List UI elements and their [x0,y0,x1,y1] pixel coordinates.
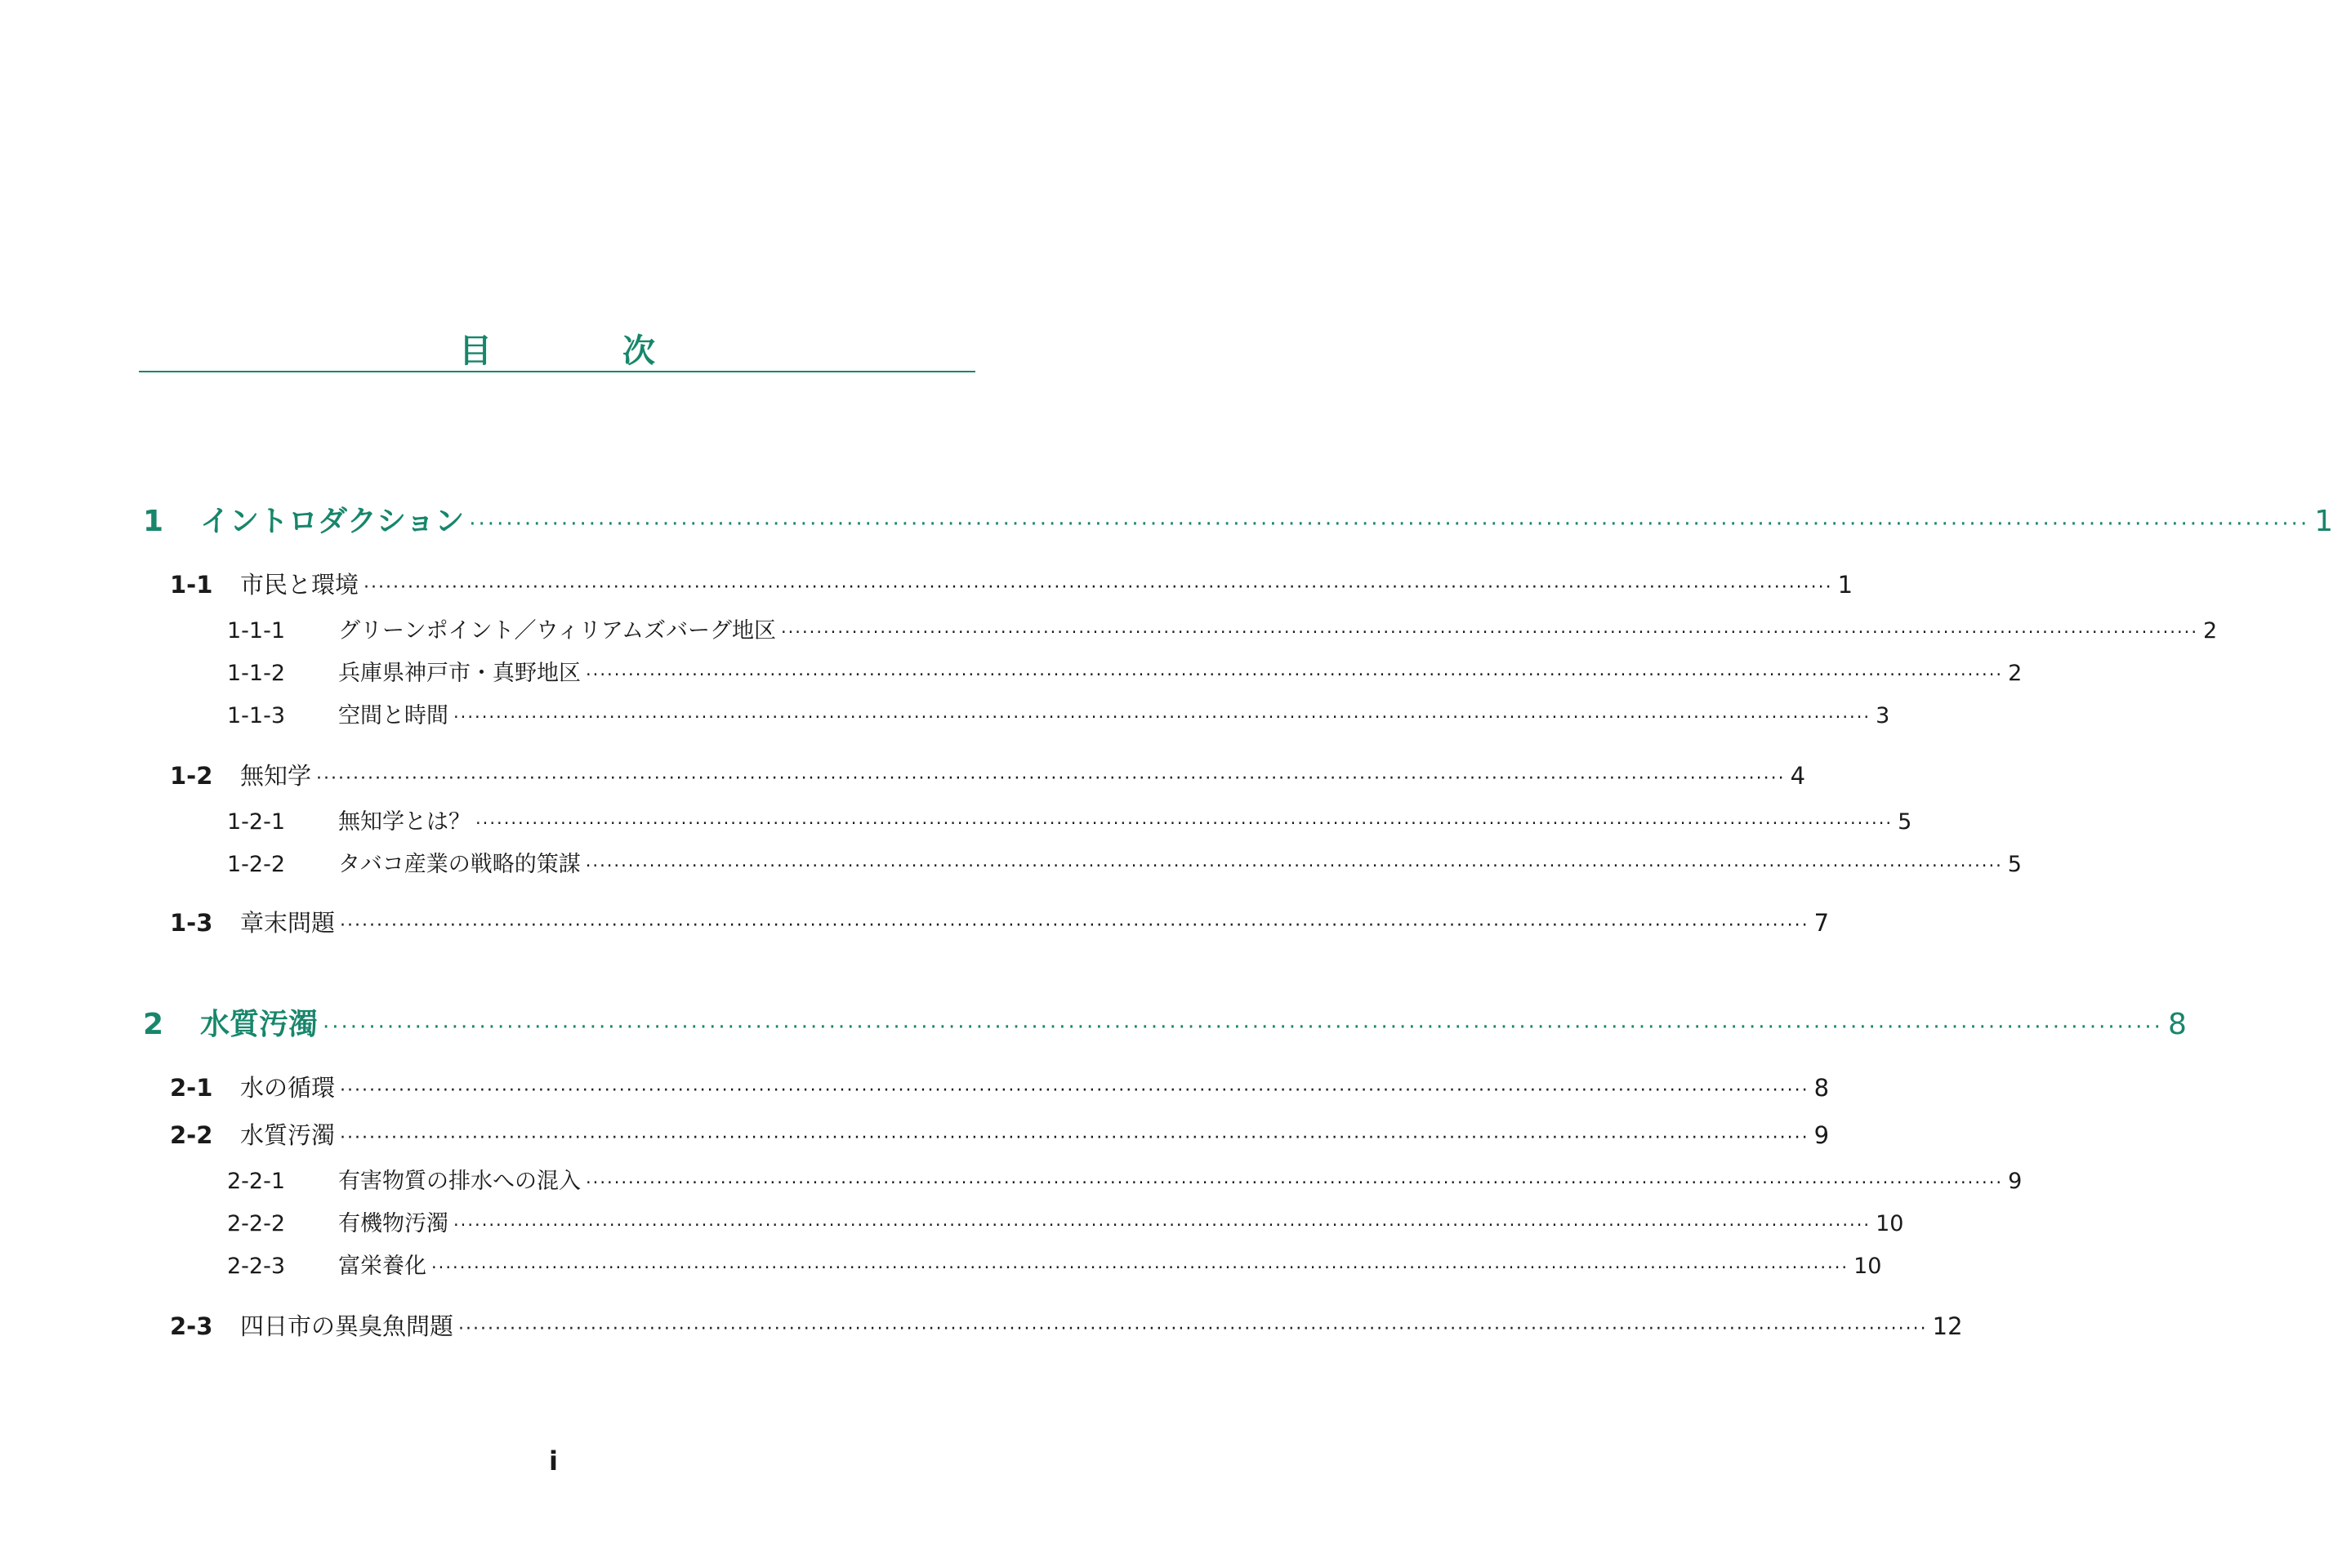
subsection-title: 無知学とは？ [338,809,471,835]
subsection-page: 10 [1853,1254,1882,1279]
subsection-title: 有機物汚濁 [338,1211,448,1236]
toc-chapter-1[interactable] [143,498,2333,540]
section-title: 市民と環境 [240,571,359,599]
dot-leader: ········································································································································································································ [585,856,2003,875]
toc-subsection-2-2-2[interactable] [227,1205,1904,1237]
toc-section-1-3[interactable] [170,905,1830,938]
subsection-title: 有害物質の排水への混入 [338,1169,581,1194]
subsection-number: 1-2-1 [227,809,286,835]
subsection-title: 空間と時間 [338,703,448,728]
toc-subsection-1-1-2[interactable] [227,655,2023,687]
toc-section-2-3[interactable] [170,1308,1963,1342]
chapter-page: 1 [2314,505,2333,538]
chapter-title: イントロダクション [200,505,465,538]
toc-subsection-1-2-2[interactable] [227,846,2022,878]
subsection-page: 5 [2007,852,2022,877]
section-number: 2-2 [170,1121,213,1149]
section-title: 四日市の異臭魚問題 [240,1312,454,1340]
subsection-title: タバコ産業の戦略的策謀 [338,852,581,877]
dot-leader: ········································································································································································································ [431,1258,1849,1277]
section-number: 1-3 [170,909,213,937]
section-page: 4 [1790,762,1806,790]
toc-section-2-1[interactable] [170,1070,1830,1103]
subsection-page: 3 [1876,703,1890,728]
section-number: 2-3 [170,1312,213,1340]
section-number: 1-2 [170,762,213,790]
subsection-number: 2-2-3 [227,1254,286,1279]
dot-leader: ········································································································································································································ [475,813,1894,833]
toc-subsection-2-2-1[interactable] [227,1163,2023,1195]
toc-section-2-2[interactable] [170,1117,1830,1151]
dot-leader: ········································································································································································································ [364,577,1833,598]
subsection-page: 9 [2008,1169,2023,1194]
section-number: 2-1 [170,1074,213,1102]
dot-leader: ········································································································································································································ [340,1080,1809,1101]
section-title: 章末問題 [240,909,336,937]
dot-leader: ········································································································································································································ [586,1173,2004,1192]
subsection-number: 1-1-3 [227,703,286,728]
section-page: 9 [1813,1121,1830,1149]
chapter-number: 1 [143,505,164,538]
subsection-page: 10 [1876,1211,1904,1236]
chapter-page: 8 [2167,1008,2187,1041]
page-number: i [549,1446,558,1477]
section-page: 1 [1837,571,1853,599]
toc-subsection-1-1-1[interactable] [227,612,2218,644]
dot-leader: ········································································································································································································ [469,512,2310,537]
toc-subsection-1-1-3[interactable] [227,697,1890,729]
dot-leader: ········································································································································································································ [316,768,1786,789]
dot-leader: ········································································································································································································ [340,915,1809,936]
subsection-title: 兵庫県神戸市・真野地区 [338,661,581,686]
section-page: 12 [1932,1312,1963,1340]
title-rule [139,371,975,372]
toc-title: 目 次 [459,332,704,370]
toc-subsection-2-2-3[interactable] [227,1248,1882,1280]
chapter-title: 水質汚濁 [200,1008,319,1041]
dot-leader: ········································································································································································································ [586,665,2004,684]
section-title: 無知学 [240,762,312,790]
toc-section-1-1[interactable] [170,567,1853,600]
toc-section-1-2[interactable] [170,758,1806,791]
subsection-title: 富栄養化 [338,1254,426,1279]
section-number: 1-1 [170,571,213,599]
dot-leader: ········································································································································································································ [323,1015,2163,1040]
section-title: 水の循環 [240,1074,336,1102]
section-page: 8 [1813,1074,1830,1102]
subsection-number: 1-1-1 [227,618,286,644]
subsection-title: グリーンポイント／ウィリアムズバーグ地区 [338,618,776,644]
dot-leader: ········································································································································································································ [780,622,2199,642]
subsection-page: 2 [2203,618,2218,644]
section-page: 7 [1813,909,1830,937]
subsection-number: 2-2-2 [227,1211,286,1236]
subsection-number: 1-2-2 [227,852,286,877]
toc-chapter-2[interactable] [143,1001,2187,1043]
subsection-number: 2-2-1 [227,1169,286,1194]
chapter-number: 2 [143,1008,164,1041]
dot-leader: ········································································································································································································ [453,1215,1871,1235]
subsection-number: 1-1-2 [227,661,286,686]
section-title: 水質汚濁 [240,1121,336,1149]
dot-leader: ········································································································································································································ [453,707,1871,727]
dot-leader: ········································································································································································································ [458,1319,1928,1339]
subsection-page: 5 [1898,809,1912,835]
toc-subsection-1-2-1[interactable] [227,804,1912,835]
dot-leader: ········································································································································································································ [340,1128,1809,1148]
subsection-page: 2 [2008,661,2023,686]
